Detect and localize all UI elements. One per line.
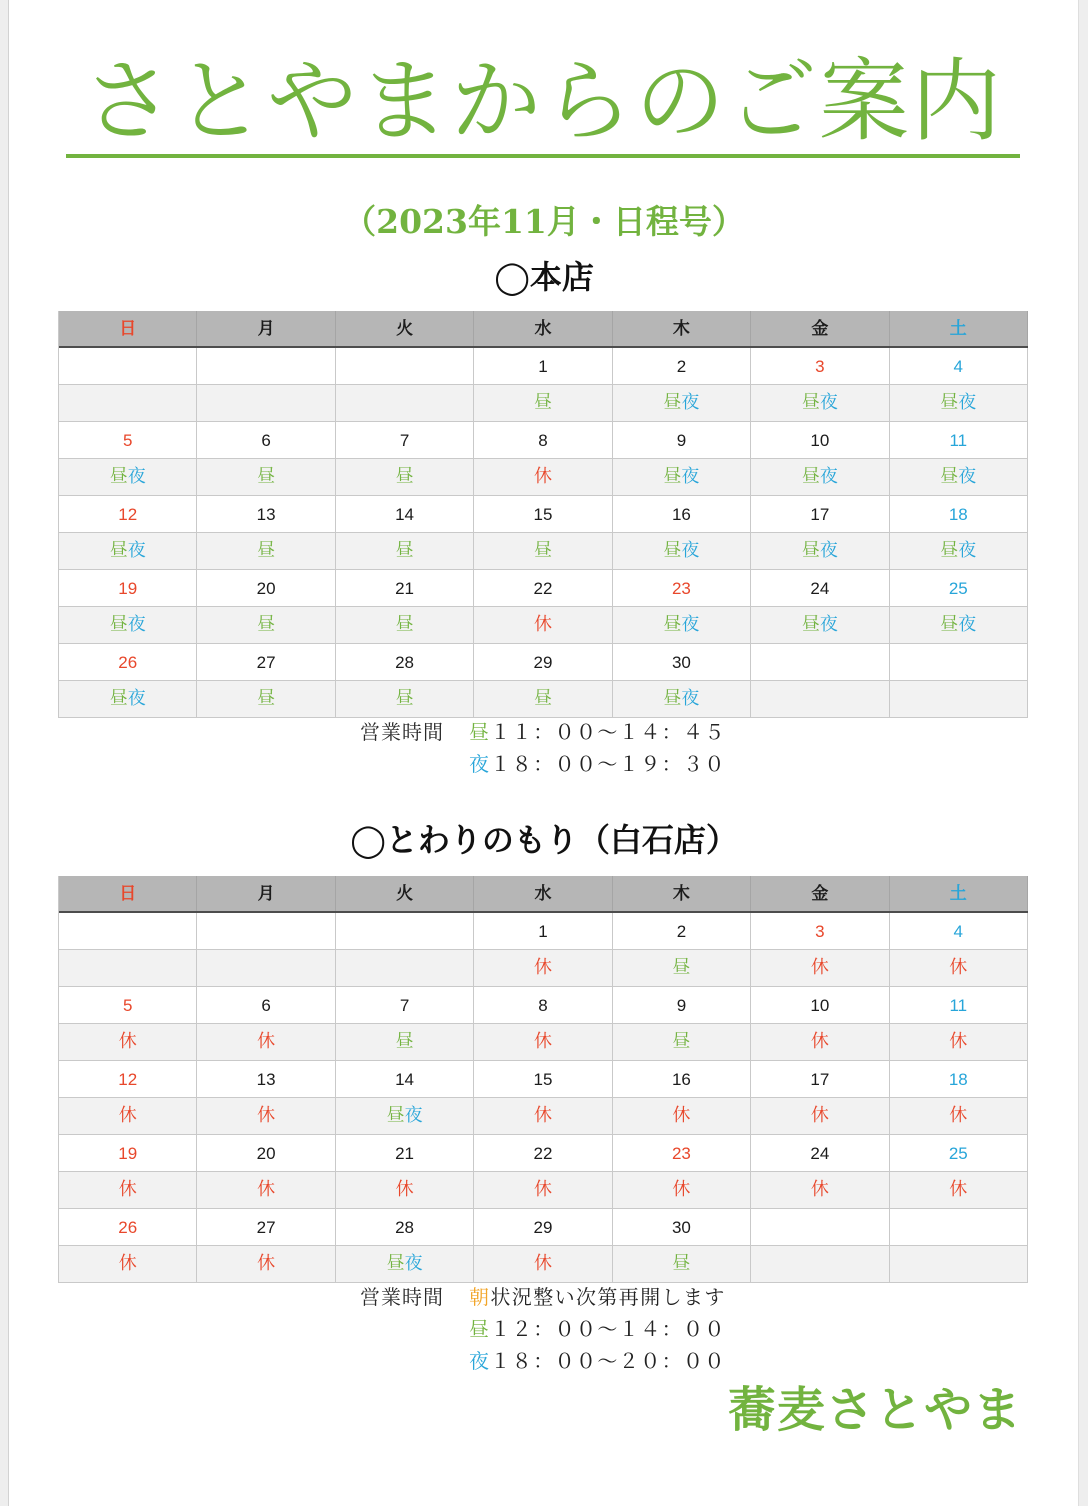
weekday-header-cell: 金	[751, 876, 889, 911]
business-hours-main-store	[360, 716, 780, 780]
period-mark-char: 夜	[681, 540, 700, 561]
period-mark-char: 昼	[801, 540, 820, 561]
period-mark-char: 休	[257, 1253, 276, 1274]
weekday-header-row	[59, 311, 1028, 348]
date-cell: 23	[613, 570, 751, 606]
status-row	[59, 1172, 1028, 1209]
date-cell: 27	[197, 1209, 335, 1245]
period-mark-char: 昼	[533, 540, 552, 561]
date-cell: 24	[751, 570, 889, 606]
status-cell	[59, 607, 197, 643]
date-cell: 18	[890, 496, 1028, 532]
status-cell	[751, 1172, 889, 1208]
date-cell: 5	[59, 422, 197, 458]
status-cell	[751, 1024, 889, 1060]
date-cell	[336, 913, 474, 949]
date-cell: 29	[474, 644, 612, 680]
status-row	[59, 459, 1028, 496]
date-cell	[197, 913, 335, 949]
date-cell: 30	[613, 1209, 751, 1245]
date-cell: 25	[890, 1135, 1028, 1171]
date-row	[59, 1209, 1028, 1246]
status-cell	[197, 681, 335, 717]
status-cell	[197, 1172, 335, 1208]
status-cell	[336, 533, 474, 569]
date-cell: 13	[197, 496, 335, 532]
date-cell: 19	[59, 1135, 197, 1171]
hours-note: 状況整い次第再開します	[490, 1285, 726, 1309]
status-cell	[613, 1098, 751, 1134]
weekday-header-cell: 日	[59, 311, 197, 346]
weekday-header-cell: 木	[613, 876, 751, 911]
status-row	[59, 533, 1028, 570]
period-mark-char: 昼	[940, 392, 959, 413]
hours-period-mark	[469, 1285, 490, 1309]
period-mark-char: 休	[810, 1179, 829, 1200]
status-cell	[751, 607, 889, 643]
date-cell: 11	[890, 987, 1028, 1023]
status-cell	[613, 1172, 751, 1208]
date-cell	[59, 348, 197, 384]
period-mark-char: 夜	[404, 1253, 423, 1274]
status-cell	[474, 1246, 612, 1282]
status-cell	[890, 459, 1028, 495]
date-cell: 6	[197, 422, 335, 458]
period-mark-char: 昼	[801, 466, 820, 487]
weekday-header-cell: 金	[751, 311, 889, 346]
date-cell: 8	[474, 987, 612, 1023]
period-mark-char: 夜	[819, 466, 838, 487]
period-mark-char: 休	[118, 1179, 137, 1200]
status-cell	[474, 533, 612, 569]
status-cell	[474, 1172, 612, 1208]
status-cell	[613, 681, 751, 717]
date-cell: 14	[336, 1061, 474, 1097]
status-cell	[336, 681, 474, 717]
hours-period-mark	[469, 720, 490, 744]
date-cell: 22	[474, 570, 612, 606]
date-cell: 20	[197, 570, 335, 606]
period-mark-char: 夜	[127, 614, 146, 635]
period-mark-char: 昼	[663, 688, 682, 709]
date-cell: 27	[197, 644, 335, 680]
date-cell: 22	[474, 1135, 612, 1171]
period-mark-char: 昼	[257, 688, 276, 709]
weekday-header-cell: 火	[336, 876, 474, 911]
status-cell	[197, 607, 335, 643]
date-row	[59, 1061, 1028, 1098]
status-cell	[59, 459, 197, 495]
period-mark-char: 昼	[469, 1317, 491, 1341]
date-cell: 17	[751, 1061, 889, 1097]
status-cell	[751, 1246, 889, 1282]
hours-time: １２：００〜１４：００	[490, 1317, 726, 1341]
period-mark-char: 休	[533, 1253, 552, 1274]
period-mark-char: 休	[118, 1105, 137, 1126]
period-mark-char: 昼	[257, 614, 276, 635]
status-cell	[751, 950, 889, 986]
period-mark-char: 夜	[681, 614, 700, 635]
date-cell	[59, 913, 197, 949]
status-cell	[751, 533, 889, 569]
date-cell: 23	[613, 1135, 751, 1171]
period-mark-char: 休	[533, 1105, 552, 1126]
period-mark-char: 夜	[681, 392, 700, 413]
period-mark-char: 夜	[819, 392, 838, 413]
period-mark-char: 昼	[533, 392, 552, 413]
status-cell	[474, 1024, 612, 1060]
date-row	[59, 422, 1028, 459]
status-cell	[613, 950, 751, 986]
status-cell	[613, 385, 751, 421]
status-cell	[751, 1098, 889, 1134]
hours-label: 営業時間	[360, 720, 444, 744]
date-cell: 15	[474, 496, 612, 532]
weekday-header-cell: 月	[197, 311, 335, 346]
period-mark-char: 夜	[404, 1105, 423, 1126]
period-mark-char: 昼	[395, 540, 414, 561]
date-cell: 4	[890, 348, 1028, 384]
period-mark-char: 休	[949, 1105, 968, 1126]
business-hours-shiroishi-store	[360, 1281, 780, 1377]
period-mark-char: 昼	[663, 392, 682, 413]
date-cell: 20	[197, 1135, 335, 1171]
status-row	[59, 385, 1028, 422]
hours-period-mark	[469, 1349, 490, 1373]
status-cell	[613, 459, 751, 495]
status-cell	[59, 1098, 197, 1134]
status-cell	[474, 385, 612, 421]
hours-time: １８：００〜１９：３０	[490, 752, 726, 776]
status-cell	[751, 459, 889, 495]
period-mark-char: 夜	[958, 614, 977, 635]
period-mark-char: 昼	[109, 540, 128, 561]
date-cell	[751, 644, 889, 680]
status-cell	[336, 459, 474, 495]
date-cell: 26	[59, 1209, 197, 1245]
status-cell	[59, 1024, 197, 1060]
period-mark-char: 昼	[469, 720, 491, 744]
page-subtitle: （2023年11月・日程号）	[343, 202, 745, 241]
weekday-header-cell: 水	[474, 876, 612, 911]
date-cell	[197, 348, 335, 384]
status-cell	[197, 950, 335, 986]
period-mark-char: 夜	[681, 688, 700, 709]
period-mark-char: 昼	[940, 466, 959, 487]
period-mark-char: 夜	[958, 392, 977, 413]
period-mark-char: 昼	[257, 466, 276, 487]
status-cell	[336, 1172, 474, 1208]
status-cell	[474, 1098, 612, 1134]
date-cell: 3	[751, 913, 889, 949]
date-cell: 2	[613, 348, 751, 384]
status-cell	[197, 385, 335, 421]
period-mark-char: 休	[257, 1179, 276, 1200]
status-row	[59, 1024, 1028, 1061]
date-cell	[336, 348, 474, 384]
status-cell	[59, 1172, 197, 1208]
date-cell: 9	[613, 987, 751, 1023]
period-mark-char: 休	[949, 1179, 968, 1200]
date-cell: 12	[59, 1061, 197, 1097]
date-cell: 24	[751, 1135, 889, 1171]
status-cell	[336, 1024, 474, 1060]
date-cell: 12	[59, 496, 197, 532]
status-cell	[59, 681, 197, 717]
period-mark-char: 昼	[801, 392, 820, 413]
period-mark-char: 昼	[395, 688, 414, 709]
status-cell	[613, 1246, 751, 1282]
period-mark-char: 昼	[672, 1031, 691, 1052]
date-cell: 28	[336, 1209, 474, 1245]
period-mark-char: 休	[672, 1179, 691, 1200]
date-cell	[751, 1209, 889, 1245]
hours-line-dinner	[360, 748, 780, 780]
period-mark-char: 昼	[940, 540, 959, 561]
status-cell	[613, 533, 751, 569]
period-mark-char: 休	[810, 1105, 829, 1126]
calendar-shiroishi-store	[58, 876, 1028, 1283]
status-cell	[197, 1246, 335, 1282]
period-mark-char: 夜	[127, 540, 146, 561]
status-cell	[336, 607, 474, 643]
period-mark-char: 休	[533, 1179, 552, 1200]
period-mark-char: 休	[533, 957, 552, 978]
status-row	[59, 607, 1028, 644]
hours-line-lunch	[360, 1313, 780, 1345]
period-mark-char: 休	[810, 1031, 829, 1052]
period-mark-char: 夜	[958, 540, 977, 561]
weekday-header-cell: 火	[336, 311, 474, 346]
status-cell	[890, 607, 1028, 643]
period-mark-char: 昼	[109, 466, 128, 487]
period-mark-char: 昼	[672, 1253, 691, 1274]
status-cell	[336, 1246, 474, 1282]
date-cell	[890, 1209, 1028, 1245]
period-mark-char: 夜	[469, 1349, 491, 1373]
status-cell	[197, 533, 335, 569]
date-row	[59, 496, 1028, 533]
status-cell	[890, 1172, 1028, 1208]
period-mark-char: 休	[257, 1031, 276, 1052]
date-cell: 1	[474, 913, 612, 949]
date-cell: 14	[336, 496, 474, 532]
date-cell: 9	[613, 422, 751, 458]
period-mark-char: 休	[118, 1031, 137, 1052]
weekday-header-cell: 水	[474, 311, 612, 346]
status-cell	[59, 533, 197, 569]
period-mark-char: 夜	[681, 466, 700, 487]
period-mark-char: 昼	[395, 1031, 414, 1052]
weekday-header-cell: 月	[197, 876, 335, 911]
status-cell	[474, 681, 612, 717]
period-mark-char: 夜	[819, 540, 838, 561]
weekday-header-cell: 日	[59, 876, 197, 911]
date-cell: 5	[59, 987, 197, 1023]
date-cell: 10	[751, 987, 889, 1023]
weekday-header-cell: 土	[890, 311, 1028, 346]
period-mark-char: 休	[949, 957, 968, 978]
store-heading-main: ◯本店	[494, 258, 594, 296]
date-row	[59, 348, 1028, 385]
period-mark-char: 休	[257, 1105, 276, 1126]
store-heading-shiroishi: ◯とわりのもり（白石店）	[350, 821, 738, 859]
status-cell	[474, 607, 612, 643]
hours-label: 営業時間	[360, 1285, 444, 1309]
hours-line-morning	[360, 1281, 780, 1313]
period-mark-char: 休	[672, 1105, 691, 1126]
date-cell: 17	[751, 496, 889, 532]
date-cell: 11	[890, 422, 1028, 458]
date-cell: 1	[474, 348, 612, 384]
period-mark-char: 昼	[663, 466, 682, 487]
date-row	[59, 570, 1028, 607]
period-mark-char: 夜	[127, 688, 146, 709]
period-mark-char: 昼	[386, 1253, 405, 1274]
status-cell	[336, 385, 474, 421]
weekday-header-cell: 土	[890, 876, 1028, 911]
date-cell: 2	[613, 913, 751, 949]
date-cell: 4	[890, 913, 1028, 949]
status-cell	[197, 459, 335, 495]
period-mark-char: 休	[810, 957, 829, 978]
hours-time: １８：００〜２０：００	[490, 1349, 726, 1373]
status-cell	[890, 950, 1028, 986]
status-row	[59, 1246, 1028, 1283]
date-row	[59, 987, 1028, 1024]
date-cell	[890, 644, 1028, 680]
hours-period-mark	[469, 1317, 490, 1341]
status-cell	[890, 385, 1028, 421]
status-cell	[613, 607, 751, 643]
weekday-header-cell: 木	[613, 311, 751, 346]
date-cell: 29	[474, 1209, 612, 1245]
period-mark-char: 昼	[395, 466, 414, 487]
period-mark-char: 昼	[386, 1105, 405, 1126]
period-mark-char: 昼	[395, 614, 414, 635]
status-cell	[59, 1246, 197, 1282]
status-row	[59, 950, 1028, 987]
period-mark-char: 昼	[109, 688, 128, 709]
date-cell: 26	[59, 644, 197, 680]
date-cell: 6	[197, 987, 335, 1023]
hours-period-mark	[469, 752, 490, 776]
date-cell: 21	[336, 570, 474, 606]
date-row	[59, 1135, 1028, 1172]
status-cell	[59, 950, 197, 986]
period-mark-char: 休	[949, 1031, 968, 1052]
date-row	[59, 913, 1028, 950]
date-cell: 7	[336, 422, 474, 458]
page-title: さとやまからのご案内	[66, 52, 1020, 158]
shop-signature: 蕎麦さとやま	[727, 1382, 1022, 1438]
period-mark-char: 休	[533, 1031, 552, 1052]
period-mark-char: 朝	[469, 1285, 491, 1309]
date-cell: 25	[890, 570, 1028, 606]
period-mark-char: 昼	[801, 614, 820, 635]
status-cell	[336, 950, 474, 986]
period-mark-char: 休	[118, 1253, 137, 1274]
date-cell: 18	[890, 1061, 1028, 1097]
date-cell: 7	[336, 987, 474, 1023]
status-cell	[59, 385, 197, 421]
status-cell	[890, 1024, 1028, 1060]
period-mark-char: 昼	[663, 540, 682, 561]
status-cell	[474, 459, 612, 495]
status-cell	[474, 950, 612, 986]
status-row	[59, 1098, 1028, 1135]
hours-time: １１：００〜１４：４５	[490, 720, 726, 744]
status-cell	[751, 681, 889, 717]
period-mark-char: 休	[395, 1179, 414, 1200]
date-cell: 13	[197, 1061, 335, 1097]
status-row	[59, 681, 1028, 718]
date-cell: 8	[474, 422, 612, 458]
period-mark-char: 休	[533, 466, 552, 487]
weekday-header-row	[59, 876, 1028, 913]
calendar-main-store	[58, 311, 1028, 718]
hours-line-dinner	[360, 1345, 780, 1377]
status-cell	[336, 1098, 474, 1134]
date-cell: 21	[336, 1135, 474, 1171]
date-cell: 10	[751, 422, 889, 458]
status-cell	[751, 385, 889, 421]
period-mark-char: 休	[533, 614, 552, 635]
date-cell: 16	[613, 496, 751, 532]
date-cell: 30	[613, 644, 751, 680]
period-mark-char: 昼	[663, 614, 682, 635]
period-mark-char: 夜	[127, 466, 146, 487]
period-mark-char: 昼	[533, 688, 552, 709]
status-cell	[890, 1246, 1028, 1282]
status-cell	[197, 1098, 335, 1134]
date-cell: 16	[613, 1061, 751, 1097]
date-cell: 28	[336, 644, 474, 680]
status-cell	[890, 681, 1028, 717]
status-cell	[613, 1024, 751, 1060]
date-row	[59, 644, 1028, 681]
period-mark-char: 昼	[940, 614, 959, 635]
date-cell: 3	[751, 348, 889, 384]
date-cell: 19	[59, 570, 197, 606]
status-cell	[890, 1098, 1028, 1134]
period-mark-char: 夜	[819, 614, 838, 635]
period-mark-char: 夜	[958, 466, 977, 487]
period-mark-char: 夜	[469, 752, 491, 776]
period-mark-char: 昼	[257, 540, 276, 561]
hours-line-lunch	[360, 716, 780, 748]
status-cell	[890, 533, 1028, 569]
date-cell: 15	[474, 1061, 612, 1097]
period-mark-char: 昼	[109, 614, 128, 635]
period-mark-char: 昼	[672, 957, 691, 978]
status-cell	[197, 1024, 335, 1060]
